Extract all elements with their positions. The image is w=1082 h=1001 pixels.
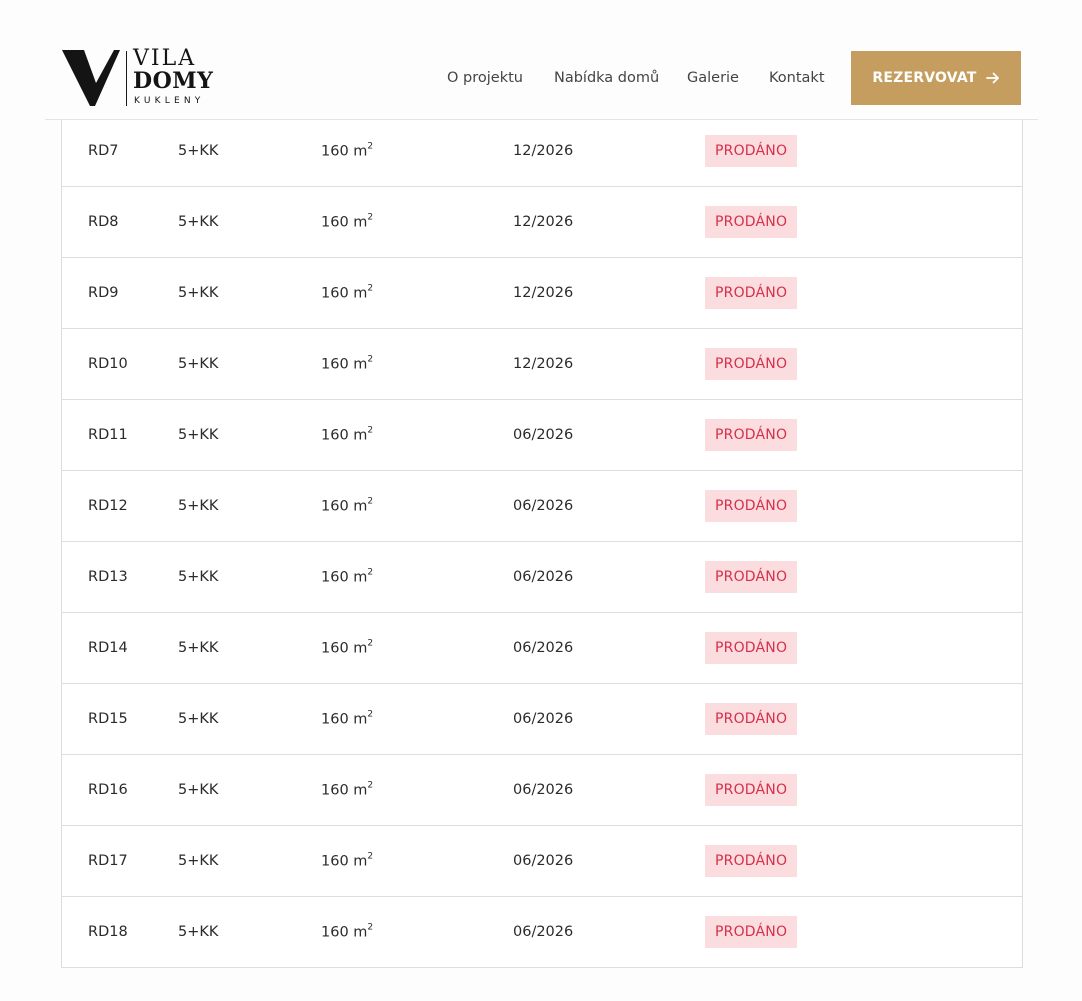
v-logo-icon [62,49,122,107]
house-completion-date: 12/2026 [513,285,574,301]
nav-link-kontakt[interactable]: Kontakt [769,70,825,86]
house-layout: 5+KK [178,214,219,230]
table-row [62,684,1022,755]
status-cell [705,135,797,167]
house-area [321,214,373,231]
house-id: RD9 [88,285,119,301]
status-cell [705,419,797,451]
house-area-value: 160 m [321,924,368,941]
house-id: RD12 [88,498,128,514]
house-completion-date: 06/2026 [513,498,574,514]
house-layout: 5+KK [178,498,219,514]
status-badge: PRODÁNO [705,916,797,948]
houses-table [61,116,1023,968]
reserve-button[interactable] [851,51,1021,105]
house-area-unit-exponent: 2 [367,354,374,365]
house-area-unit-exponent: 2 [367,212,374,223]
nav-link-nabidka-domu[interactable]: Nabídka domů [554,70,660,86]
house-completion-date: 06/2026 [513,782,574,798]
status-cell [705,490,797,522]
table-row [62,187,1022,258]
status-badge: PRODÁNO [705,348,797,380]
house-area-unit-exponent: 2 [367,851,374,862]
table-row [62,826,1022,897]
status-cell [705,206,797,238]
house-layout: 5+KK [178,356,219,372]
house-area [321,427,373,444]
house-area [321,285,373,302]
house-area-unit-exponent: 2 [367,922,374,933]
status-badge: PRODÁNO [705,632,797,664]
nav-link-o-projektu[interactable]: O projektu [447,70,523,86]
house-id: RD8 [88,214,119,230]
house-area-value: 160 m [321,285,368,302]
house-completion-date: 06/2026 [513,711,574,727]
house-id: RD18 [88,924,128,940]
table-row [62,897,1022,968]
house-layout: 5+KK [178,711,219,727]
house-area-unit-exponent: 2 [367,567,374,578]
house-area-value: 160 m [321,214,368,231]
house-id: RD14 [88,640,128,656]
house-area-value: 160 m [321,782,368,799]
house-area [321,924,373,941]
status-badge: PRODÁNO [705,561,797,593]
house-area-value: 160 m [321,143,368,160]
house-area-unit-exponent: 2 [367,709,374,720]
arrow-right-icon [986,72,1000,84]
status-badge: PRODÁNO [705,277,797,309]
reserve-button-label: REZERVOVAT [872,70,977,86]
status-badge: PRODÁNO [705,419,797,451]
house-completion-date: 06/2026 [513,569,574,585]
table-row [62,755,1022,826]
status-cell [705,561,797,593]
table-row [62,542,1022,613]
table-row [62,329,1022,400]
table-row [62,613,1022,684]
house-completion-date: 12/2026 [513,143,574,159]
house-layout: 5+KK [178,640,219,656]
logo-divider [126,51,127,106]
status-badge: PRODÁNO [705,206,797,238]
house-area [321,143,373,160]
house-area-value: 160 m [321,640,368,657]
site-header [45,0,1038,120]
house-area-value: 160 m [321,356,368,373]
house-id: RD13 [88,569,128,585]
status-badge: PRODÁNO [705,845,797,877]
table-row [62,258,1022,329]
status-cell [705,632,797,664]
house-id: RD16 [88,782,128,798]
status-badge: PRODÁNO [705,135,797,167]
house-completion-date: 06/2026 [513,924,574,940]
status-cell [705,277,797,309]
house-id: RD17 [88,853,128,869]
house-id: RD15 [88,711,128,727]
house-area [321,711,373,728]
status-cell [705,703,797,735]
status-badge: PRODÁNO [705,703,797,735]
house-layout: 5+KK [178,782,219,798]
nav-link-galerie[interactable]: Galerie [687,70,739,86]
house-completion-date: 06/2026 [513,640,574,656]
house-area [321,498,373,515]
house-area [321,569,373,586]
house-area-value: 160 m [321,427,368,444]
house-area [321,640,373,657]
status-cell [705,916,797,948]
house-completion-date: 12/2026 [513,214,574,230]
status-cell [705,845,797,877]
house-id: RD10 [88,356,128,372]
house-area-unit-exponent: 2 [367,780,374,791]
house-area [321,782,373,799]
house-area-value: 160 m [321,711,368,728]
house-layout: 5+KK [178,853,219,869]
logo-text-domy: DOMY [133,68,214,94]
house-id: RD11 [88,427,128,443]
table-row [62,471,1022,542]
house-layout: 5+KK [178,924,219,940]
house-area [321,356,373,373]
house-area [321,853,373,870]
house-layout: 5+KK [178,285,219,301]
house-completion-date: 06/2026 [513,427,574,443]
logo-text-vila: VILA [133,46,197,71]
house-layout: 5+KK [178,427,219,443]
house-completion-date: 06/2026 [513,853,574,869]
status-badge: PRODÁNO [705,774,797,806]
house-area-value: 160 m [321,853,368,870]
house-id: RD7 [88,143,119,159]
house-area-unit-exponent: 2 [367,283,374,294]
status-cell [705,348,797,380]
house-completion-date: 12/2026 [513,356,574,372]
house-area-unit-exponent: 2 [367,496,374,507]
house-layout: 5+KK [178,143,219,159]
status-cell [705,774,797,806]
logo-text-kukleny: KUKLENY [134,96,205,106]
table-row [62,116,1022,187]
status-badge: PRODÁNO [705,490,797,522]
house-layout: 5+KK [178,569,219,585]
house-area-value: 160 m [321,498,368,515]
house-area-value: 160 m [321,569,368,586]
house-area-unit-exponent: 2 [367,425,374,436]
table-row [62,400,1022,471]
logo[interactable] [62,47,222,109]
house-area-unit-exponent: 2 [367,141,374,152]
house-area-unit-exponent: 2 [367,638,374,649]
